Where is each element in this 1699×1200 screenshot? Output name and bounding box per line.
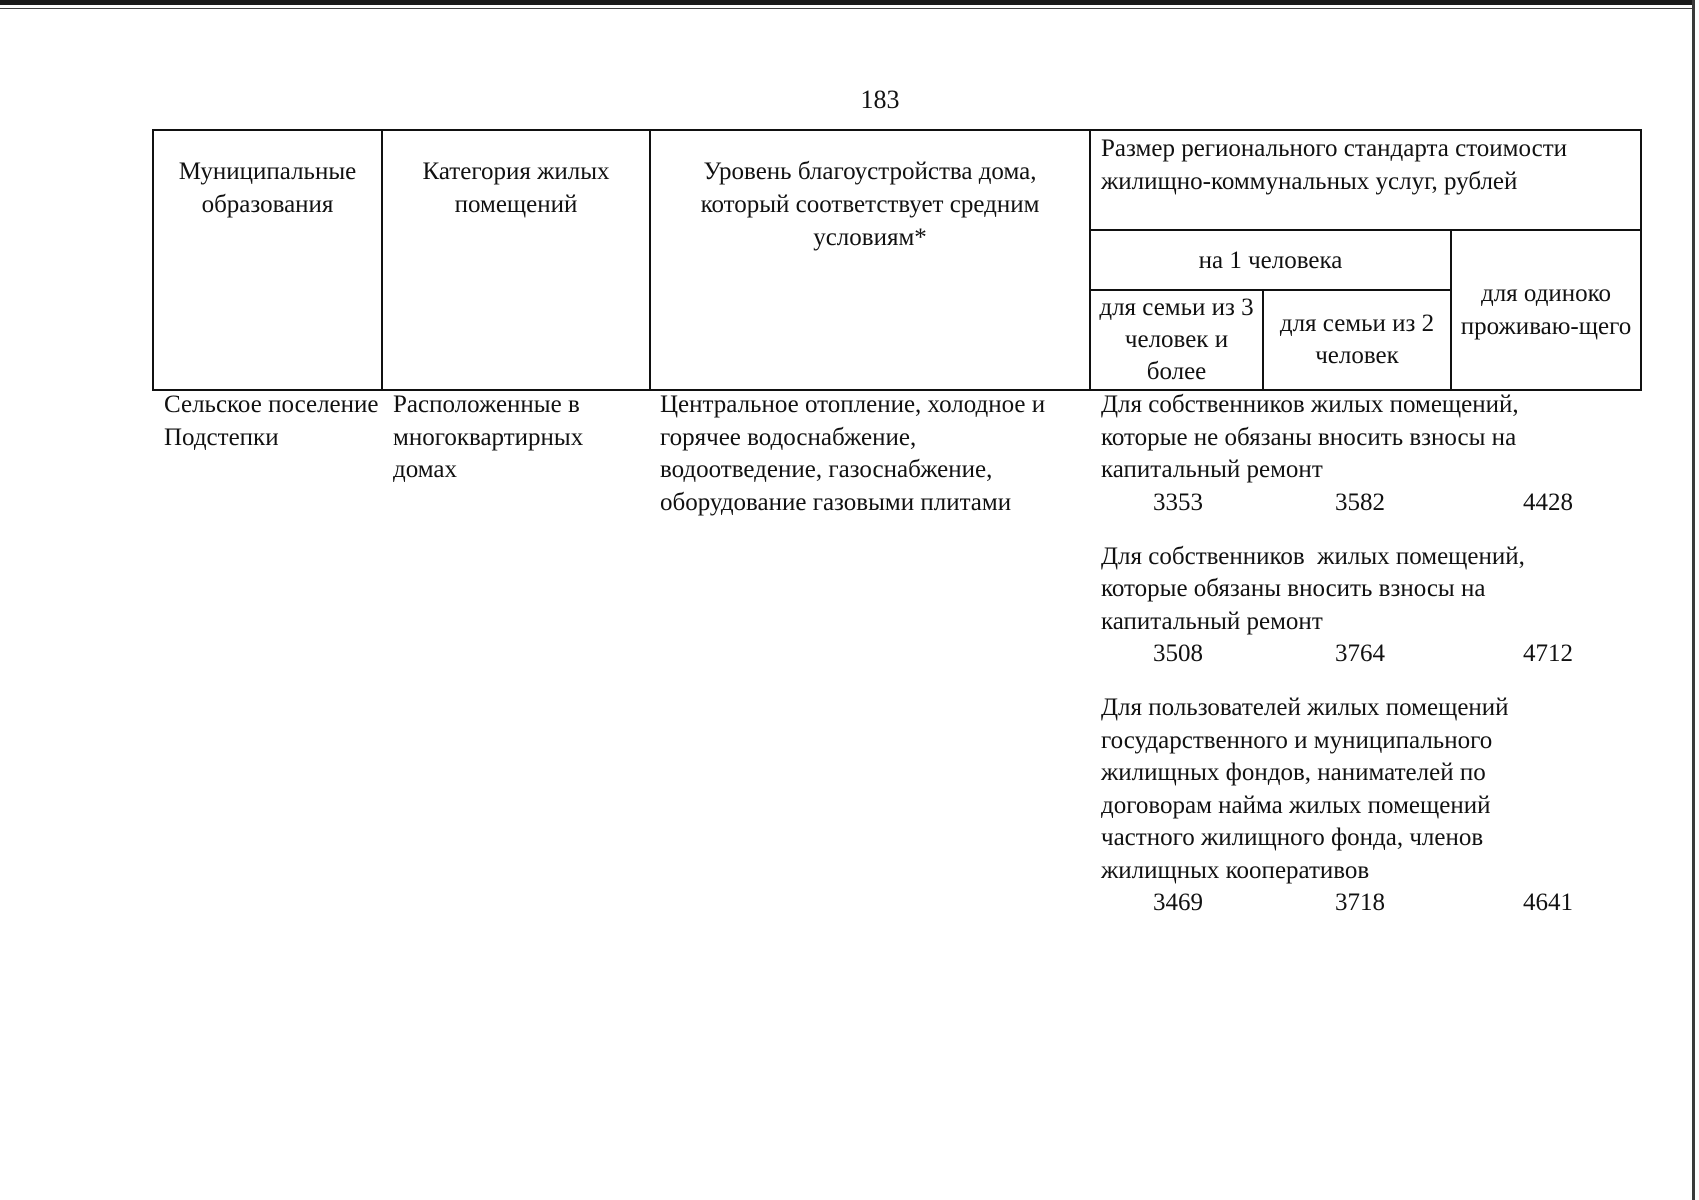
group-label-line: договорам найма жилых помещений (1101, 791, 1491, 819)
value-family-2: 3718 (1335, 889, 1385, 916)
group-label-line: которые обязаны вносить взносы на (1101, 575, 1486, 602)
row-municipality: Сельское поселение Подстепки (164, 391, 379, 451)
group-label-line: капитальный ремонт (1101, 607, 1323, 635)
header-per-person: на 1 человека (1090, 230, 1451, 290)
group-label-line: Для собственников жилых помещений, (1101, 542, 1525, 570)
group-owners-no-capital-repair (1101, 389, 1646, 520)
payment-groups (1101, 389, 1646, 920)
group-values (1101, 487, 1646, 520)
header-comfort-level: Уровень благоустройства дома, который соответствует средним условиям* (650, 130, 1090, 390)
header-municipalities: Муниципальные образования (153, 130, 382, 390)
group-label-line: частного жилищного фонда, членов (1101, 824, 1484, 851)
header-category: Категория жилых помещений (382, 130, 650, 390)
value-single: 4641 (1523, 889, 1573, 916)
group-values (1101, 887, 1646, 920)
row-comfort: Центральное отопление, холодное и горячее водоснабжение, водоотведение, газоснабжение, оборудование газовыми плитами (660, 391, 1046, 516)
group-label-line: Для пользователей жилых помещений (1101, 694, 1509, 721)
value-family-2: 3764 (1335, 640, 1385, 667)
header-family-2: для семьи из 2 человек (1263, 290, 1451, 390)
top-border-thick (0, 0, 1692, 5)
group-label-line: жилищных фондов, нанимателей по (1101, 759, 1486, 786)
value-family-3-plus: 3508 (1153, 640, 1203, 667)
table-header (152, 129, 1642, 391)
group-label-line: Для собственников жилых помещений, (1101, 391, 1519, 418)
value-family-3-plus: 3469 (1153, 889, 1203, 916)
group-label-line: жилищных кооперативов (1101, 856, 1370, 884)
header-family-3-plus: для семьи из 3 человек и более (1090, 290, 1263, 390)
group-label-line: государственного и муниципального (1101, 726, 1493, 754)
value-single: 4712 (1523, 640, 1573, 667)
page-number: 183 (860, 85, 900, 114)
top-border-thin (0, 8, 1692, 9)
group-label-line: которые не обязаны вносить взносы на (1101, 423, 1517, 451)
group-values (1101, 638, 1646, 671)
value-single: 4428 (1523, 488, 1573, 516)
group-users-tenants (1101, 692, 1646, 920)
header-single: для одиноко проживаю-щего (1451, 230, 1641, 390)
group-label-line: капитальный ремонт (1101, 456, 1323, 483)
row-category: Расположенные в многоквартирных домах (393, 391, 584, 483)
right-border (1692, 0, 1695, 1200)
value-family-3-plus: 3353 (1153, 488, 1203, 516)
header-standard-size: Размер регионального стандарта стоимости жилищно-коммунальных услуг, рублей (1090, 130, 1641, 230)
value-family-2: 3582 (1335, 488, 1385, 516)
group-owners-capital-repair (1101, 541, 1646, 672)
